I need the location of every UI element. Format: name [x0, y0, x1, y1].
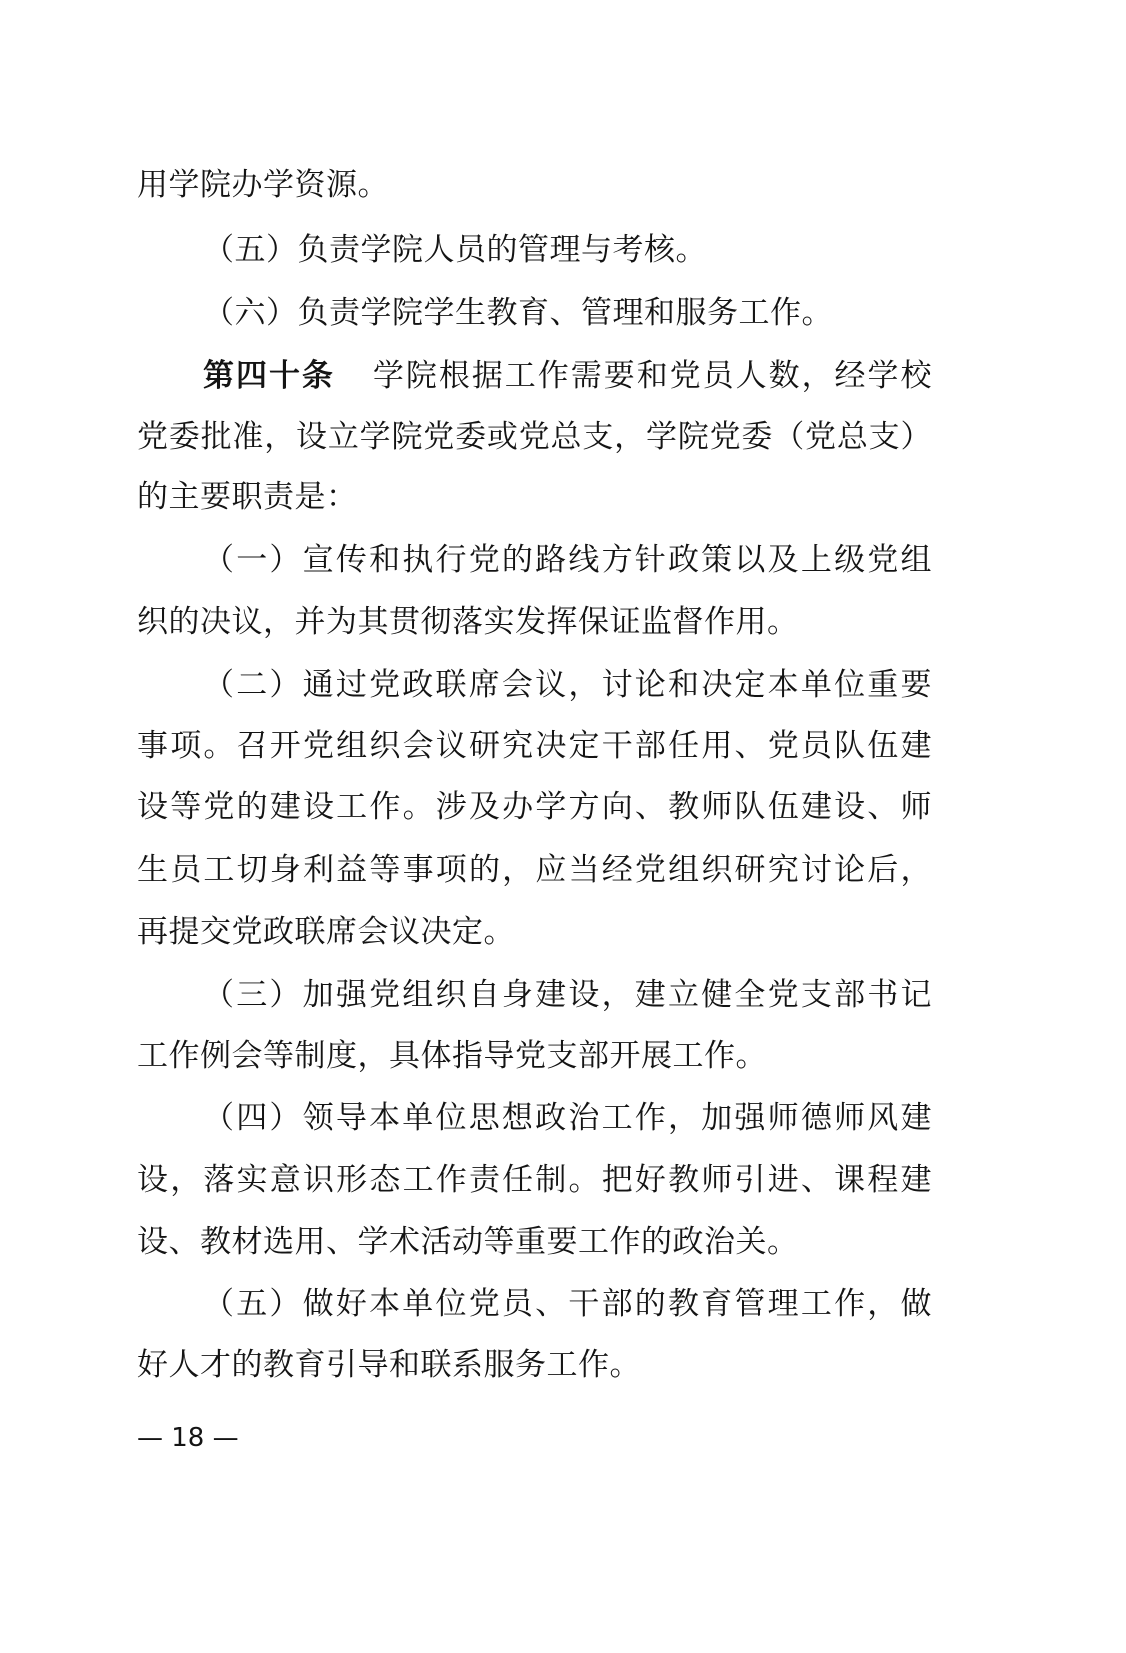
text-line: 事项。召开党组织会议研究决定干部任用、党员队伍建	[137, 728, 932, 764]
text-line: 好人才的教育引导和联系服务工作。	[137, 1347, 641, 1383]
text-line: （五）做好本单位党员、干部的教育管理工作，做	[203, 1286, 932, 1322]
article-text: 学院根据工作需要和党员人数，经学校	[372, 358, 933, 394]
text-line: （五）负责学院人员的管理与考核。	[203, 232, 707, 268]
text-line: 设，落实意识形态工作责任制。把好教师引进、课程建	[137, 1162, 932, 1198]
text-line: （四）领导本单位思想政治工作，加强师德师风建	[203, 1100, 932, 1136]
text-line	[137, 356, 932, 396]
text-line: 生员工切身利益等事项的，应当经党组织研究讨论后，	[137, 852, 932, 888]
text-line: 工作例会等制度，具体指导党支部开展工作。	[137, 1038, 767, 1074]
page-number: — 18 —	[137, 1423, 239, 1453]
text-line: 设等党的建设工作。涉及办学方向、教师队伍建设、师	[137, 789, 932, 825]
text-line: 用学院办学资源。	[137, 167, 389, 203]
text-line: （六）负责学院学生教育、管理和服务工作。	[203, 295, 833, 331]
text-line: 再提交党政联席会议决定。	[137, 914, 515, 950]
text-line: （一）宣传和执行党的路线方针政策以及上级党组	[203, 542, 932, 578]
text-line: （二）通过党政联席会议，讨论和决定本单位重要	[203, 667, 932, 703]
text-line: 织的决议，并为其贯彻落实发挥保证监督作用。	[137, 604, 799, 640]
article-heading: 第四十条	[203, 358, 335, 394]
text-line: 设、教材选用、学术活动等重要工作的政治关。	[137, 1224, 799, 1260]
text-line: 党委批准，设立学院党委或党总支，学院党委（党总支）	[137, 419, 932, 455]
text-line: 的主要职责是：	[137, 479, 358, 515]
text-line: （三）加强党组织自身建设，建立健全党支部书记	[203, 977, 932, 1013]
